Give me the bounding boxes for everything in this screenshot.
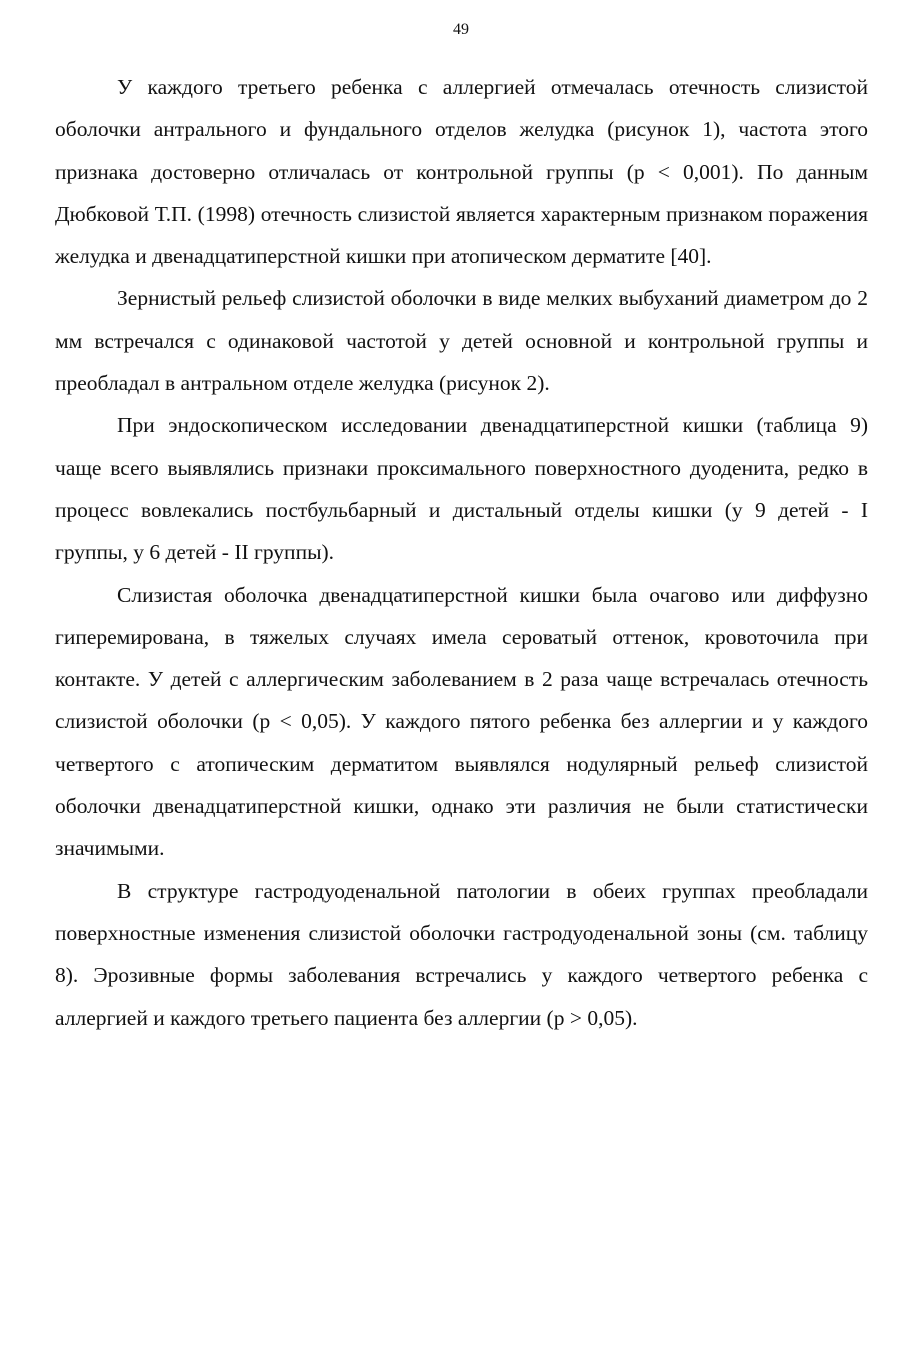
paragraph-5: В структуре гастродуоденальной патологии в обеих группах преобладали поверхностные изменения слизистой оболочки гастродуоденальной зоны (см. таблицу 8). Эрозивные формы заболевания встречались у каждого четвертого ребенка с аллергией и каждого третьего пациента без аллергии (р > 0,05). bbox=[55, 878, 868, 1030]
page-number: 49 bbox=[453, 21, 469, 38]
paragraph-3: При эндоскопическом исследовании двенадцатиперстной кишки (таблица 9) чаще всего выявлялись признаки проксимального поверхностного дуоденита, редко в процесс вовлекались постбульбарный и дистальный отделы кишки (у 9 детей - I группы, у 6 детей - II группы). bbox=[55, 413, 868, 565]
paragraph-2: Зернистый рельеф слизистой оболочки в виде мелких выбуханий диаметром до 2 мм встречался с одинаковой частотой у детей основной и контрольной группы и преобладал в антральном отделе желудка (рисунок 2). bbox=[55, 286, 868, 396]
document-body bbox=[55, 66, 868, 1039]
paragraph-1: У каждого третьего ребенка с аллергией отмечалась отечность слизистой оболочки антрального и фундального отделов желудка (рисунок 1), частота этого признака достоверно отличалась от контрольной группы (р < 0,001). По данным Дюбковой Т.П. (1998) отечность слизистой является характерным признаком поражения желудка и двенадцатиперстной кишки при атопическом дерматите [40]. bbox=[55, 75, 868, 269]
paragraph-4: Слизистая оболочка двенадцатиперстной кишки была очагово или диффузно гиперемирована, в тяжелых случаях имела сероватый оттенок, кровоточила при контакте. У детей с аллергическим заболеванием в 2 раза чаще встречалась отечность слизистой оболочки (р < 0,05). У каждого пятого ребенка без аллергии и у каждого четвертого с атопическим дерматитом выявлялся нодулярный рельеф слизистой оболочки двенадцатиперстной кишки, однако эти различия не были статистически значимыми. bbox=[55, 582, 868, 861]
